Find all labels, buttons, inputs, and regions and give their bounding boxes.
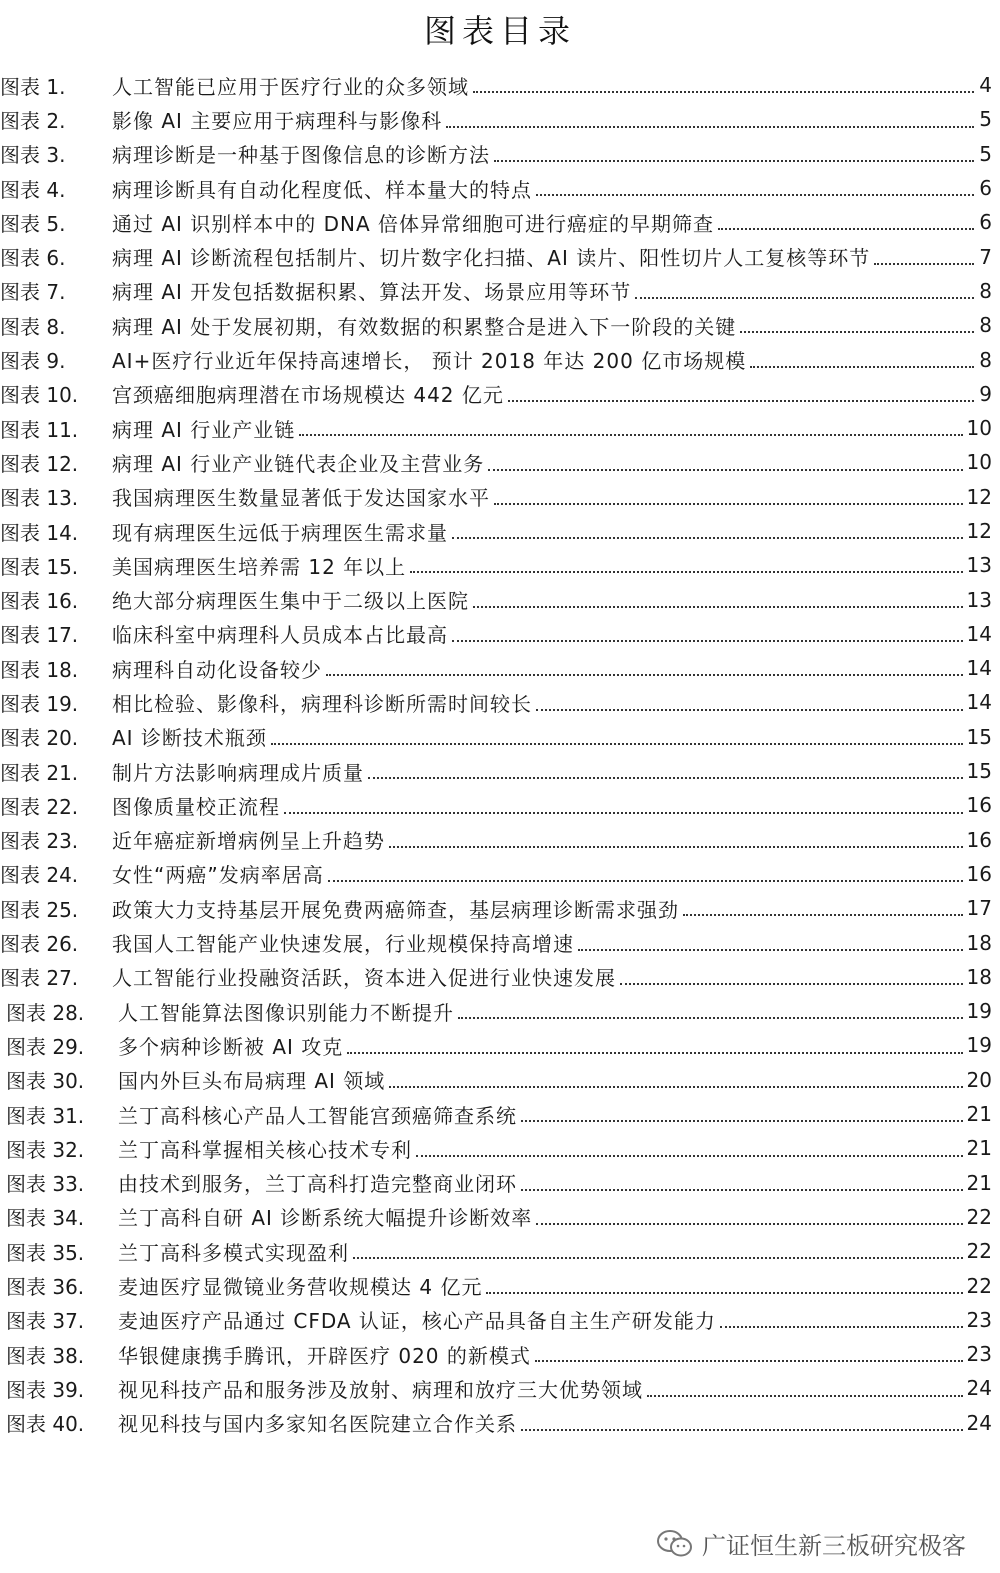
figure-label: 图表 16. [0,589,79,614]
toc-entry[interactable] [0,1166,1000,1200]
figure-title: 视见科技产品和服务涉及放射、病理和放疗三大优势领域 [118,1377,643,1402]
toc-entry[interactable] [0,1337,1000,1371]
dot-leader [328,880,963,882]
dot-leader [410,571,962,573]
figure-label: 图表 32. [6,1137,85,1162]
toc-entry[interactable] [0,1406,1000,1440]
page-number: 20 [966,1067,992,1092]
figure-title: 视见科技与国内多家知名医院建立合作关系 [118,1412,517,1437]
dot-leader [740,331,974,333]
page-number: 19 [966,999,992,1024]
dot-leader [494,160,974,162]
figure-title: AI+医疗行业近年保持高速增长， 预计 2018 年达 200 亿市场规模 [112,349,747,374]
figure-label: 图表 36. [6,1275,85,1300]
figure-title: 兰丁高科掌握相关核心技术专利 [118,1137,412,1162]
toc-entry[interactable] [0,1131,1000,1165]
figure-label: 图表 35. [6,1240,85,1265]
page-title: 图表目录 [423,12,576,50]
page-number: 4 [979,73,992,98]
figure-label: 图表 8. [0,314,66,339]
dot-leader [452,537,963,539]
figure-title: 女性“两癌”发病率居高 [112,863,324,888]
dot-leader [620,983,963,985]
toc-entry[interactable] [0,274,1000,308]
figure-label: 图表 15. [0,554,79,579]
page-number: 22 [966,1239,992,1264]
toc-entry[interactable] [0,1303,1000,1337]
page-number: 13 [966,553,992,578]
page-number: 21 [966,1170,992,1195]
figure-label: 图表 30. [6,1069,85,1094]
toc-entry[interactable] [0,582,1000,616]
figure-title: 制片方法影响病理成片质量 [112,760,364,785]
dot-leader [578,949,963,951]
page-number: 16 [966,827,992,852]
toc-entry[interactable] [0,1234,1000,1268]
toc-entry[interactable] [0,857,1000,891]
page-number: 22 [966,1273,992,1298]
figure-label: 图表 13. [0,486,79,511]
dot-leader [389,846,963,848]
page-number: 15 [966,759,992,784]
dot-leader [368,777,963,779]
dot-leader [452,640,963,642]
dot-leader [416,1155,963,1157]
toc-entry[interactable] [0,342,1000,376]
page-number: 18 [966,964,992,989]
figure-title: AI 诊断技术瓶颈 [112,726,267,751]
figure-label: 图表 37. [6,1309,85,1334]
page-number: 14 [966,621,992,646]
toc-entry[interactable] [0,239,1000,273]
toc-entry[interactable] [0,1268,1000,1302]
dot-leader [446,126,974,128]
dot-leader [458,1017,963,1019]
toc-entry[interactable] [0,891,1000,925]
toc-entry[interactable] [0,651,1000,685]
figure-label: 图表 21. [0,760,79,785]
figure-label: 图表 6. [0,246,66,271]
page-number: 24 [966,1376,992,1401]
figure-title: 政策大力支持基层开展免费两癌筛查，基层病理诊断需求强劲 [112,897,679,922]
figure-label: 图表 14. [0,520,79,545]
toc-entry[interactable] [0,171,1000,205]
toc-entry[interactable] [0,308,1000,342]
dot-leader [389,1086,962,1088]
figure-title: 麦迪医疗产品通过 CFDA 认证，核心产品具备自主生产研发能力 [118,1309,716,1334]
figure-label: 图表 34. [6,1206,85,1231]
toc-entry[interactable] [0,1200,1000,1234]
toc-entry[interactable] [0,137,1000,171]
page-number: 9 [979,381,992,406]
page-number: 14 [966,656,992,681]
dot-leader [284,812,963,814]
figure-label: 图表 11. [0,417,79,442]
dot-leader [521,1429,963,1431]
figure-title: 病理 AI 行业产业链 [112,417,296,442]
toc-entry[interactable] [0,480,1000,514]
figure-label: 图表 1. [0,74,66,99]
toc-entry[interactable] [0,1028,1000,1062]
figure-label: 图表 17. [0,623,79,648]
figure-label: 图表 39. [6,1377,85,1402]
toc-entry[interactable] [0,1371,1000,1405]
dot-leader [683,914,963,916]
dot-leader [521,1189,963,1191]
figure-label: 图表 22. [0,794,79,819]
figure-label: 图表 33. [6,1172,85,1197]
toc-entry[interactable] [0,514,1000,548]
figure-title: 兰丁高科多模式实现盈利 [118,1240,349,1265]
page-number: 24 [966,1410,992,1435]
page-number: 16 [966,861,992,886]
figure-title: 病理 AI 诊断流程包括制片、切片数字化扫描、AI 读片、阳性切片人工复核等环节 [112,246,871,271]
figure-title: 临床科室中病理科人员成本占比最高 [112,623,448,648]
page-number: 18 [966,930,992,955]
figure-label: 图表 28. [6,1000,85,1025]
page-number: 19 [966,1033,992,1058]
dot-leader [473,91,974,93]
figure-label: 图表 10. [0,383,79,408]
page-number: 7 [979,244,992,269]
figure-title: 兰丁高科核心产品人工智能宫颈癌筛查系统 [118,1103,517,1128]
toc-entry[interactable] [0,925,1000,959]
page-number: 12 [966,519,992,543]
dot-leader [299,434,962,436]
page-number: 5 [979,141,992,166]
toc-entry[interactable] [0,617,1000,651]
page-number: 10 [966,450,992,475]
dot-leader [647,1395,963,1397]
toc-entry[interactable] [0,788,1000,822]
dot-leader [635,297,974,299]
figure-title: 病理诊断具有自动化程度低、样本量大的特点 [112,177,532,202]
figure-title: 人工智能算法图像识别能力不断提升 [118,1000,454,1025]
toc-entry[interactable] [0,1097,1000,1131]
page-number: 14 [966,690,992,715]
dot-leader [488,469,962,471]
figure-label: 图表 19. [0,691,79,716]
figure-title: 病理 AI 处于发展初期，有效数据的积累整合是进入下一阶段的关键 [112,314,737,339]
page-number: 17 [966,896,992,921]
figure-label: 图表 18. [0,657,79,682]
page-number: 16 [966,793,992,818]
dot-leader [486,1292,962,1294]
figure-title: 病理 AI 行业产业链代表企业及主营业务 [112,451,485,476]
figure-title: 相比检验、影像科，病理科诊断所需时间较长 [112,691,532,716]
figure-label: 图表 2. [0,108,66,133]
toc-entry[interactable] [0,720,1000,754]
dot-leader [874,263,974,265]
figure-label: 图表 24. [0,863,79,888]
page-number: 6 [979,176,992,201]
dot-leader [494,503,963,505]
dot-leader [508,400,974,402]
page-number: 10 [966,416,992,441]
page-number: 22 [966,1204,992,1229]
toc-entry[interactable] [0,68,1000,102]
figure-title: 麦迪医疗显微镜业务营收规模达 4 亿元 [118,1275,483,1300]
dot-leader [353,1257,963,1259]
figure-label: 图表 3. [0,143,66,168]
page-number: 21 [966,1136,992,1161]
figure-title: 影像 AI 主要应用于病理科与影像科 [112,108,443,133]
figure-title: 人工智能行业投融资活跃，资本进入促进行业快速发展 [112,966,616,991]
dot-leader [271,743,963,745]
dot-leader [347,1052,962,1054]
page-number: 21 [966,1102,992,1127]
figure-title: 宫颈癌细胞病理潜在市场规模达 442 亿元 [112,383,504,408]
figure-title: 多个病种诊断被 AI 攻克 [118,1034,344,1059]
toc-entry[interactable] [0,445,1000,479]
dot-leader [536,194,974,196]
figure-label: 图表 38. [6,1343,85,1368]
figure-label: 图表 25. [0,897,79,922]
figure-label: 图表 29. [6,1034,85,1059]
figure-label: 图表 7. [0,280,66,305]
page-number: 5 [979,107,992,132]
figure-title: 华银健康携手腾讯，开辟医疗 020 的新模式 [118,1343,531,1368]
figure-label: 图表 27. [0,966,79,991]
figure-title: 近年癌症新增病例呈上升趋势 [112,829,385,854]
dot-leader [536,1223,962,1225]
dot-leader [521,1120,963,1122]
figure-title: 兰丁高科自研 AI 诊断系统大幅提升诊断效率 [118,1206,533,1231]
toc-entry[interactable] [0,754,1000,788]
figure-label: 图表 12. [0,451,79,476]
figure-title: 由技术到服务，兰丁高科打造完整商业闭环 [118,1172,517,1197]
page-number: 13 [966,587,992,612]
figure-title: 我国人工智能产业快速发展，行业规模保持高增速 [112,932,574,957]
toc-entry[interactable] [0,548,1000,582]
figure-title: 人工智能已应用于医疗行业的众多领域 [112,74,469,99]
toc-entry[interactable] [0,377,1000,411]
figure-title: 美国病理医生培养需 12 年以上 [112,554,407,579]
figure-title: 绝大部分病理医生集中于二级以上医院 [112,589,469,614]
figure-title: 现有病理医生远低于病理医生需求量 [112,520,448,545]
page-number: 23 [966,1342,992,1367]
figure-label: 图表 4. [0,177,66,202]
toc-entry[interactable] [0,411,1000,445]
page-number: 12 [966,484,992,509]
page-number: 8 [979,278,992,303]
figure-title: 我国病理医生数量显著低于发达国家水平 [112,486,490,511]
figure-label: 图表 40. [6,1412,85,1437]
figure-label: 图表 20. [0,726,79,751]
dot-leader [720,1326,963,1328]
toc-entry[interactable] [0,205,1000,239]
page-number: 8 [979,313,992,338]
dot-leader [718,228,974,230]
dot-leader [473,606,963,608]
watermark [656,1526,966,1561]
figure-title: 病理科自动化设备较少 [112,657,322,682]
toc-entry[interactable] [0,102,1000,136]
toc-entry[interactable] [0,685,1000,719]
figure-title: 国内外巨头布局病理 AI 领域 [118,1069,386,1094]
toc-entry[interactable] [0,960,1000,994]
toc-entry[interactable] [0,994,1000,1028]
figure-label: 图表 9. [0,349,66,374]
figure-title: 图像质量校正流程 [112,794,280,819]
figure-label: 图表 5. [0,211,66,236]
toc-entry[interactable] [0,823,1000,857]
page-number: 6 [979,210,992,235]
table-of-figures [0,68,1000,1440]
dot-leader [535,1360,963,1362]
figure-label: 图表 31. [6,1103,85,1128]
dot-leader [536,709,963,711]
page-number: 8 [979,347,992,372]
dot-leader [326,674,963,676]
page-number: 15 [966,724,992,749]
dot-leader [750,366,974,368]
watermark-text: 广证恒生新三板研究极客 [702,1532,966,1560]
figure-label: 图表 26. [0,932,79,957]
wechat-icon [656,1529,694,1559]
figure-title: 病理 AI 开发包括数据积累、算法开发、场景应用等环节 [112,280,632,305]
figure-title: 病理诊断是一种基于图像信息的诊断方法 [112,143,490,168]
page-number: 23 [966,1307,992,1332]
figure-title: 通过 AI 识别样本中的 DNA 倍体异常细胞可进行癌症的早期筛查 [112,211,715,236]
toc-entry[interactable] [0,1063,1000,1097]
figure-label: 图表 23. [0,829,79,854]
